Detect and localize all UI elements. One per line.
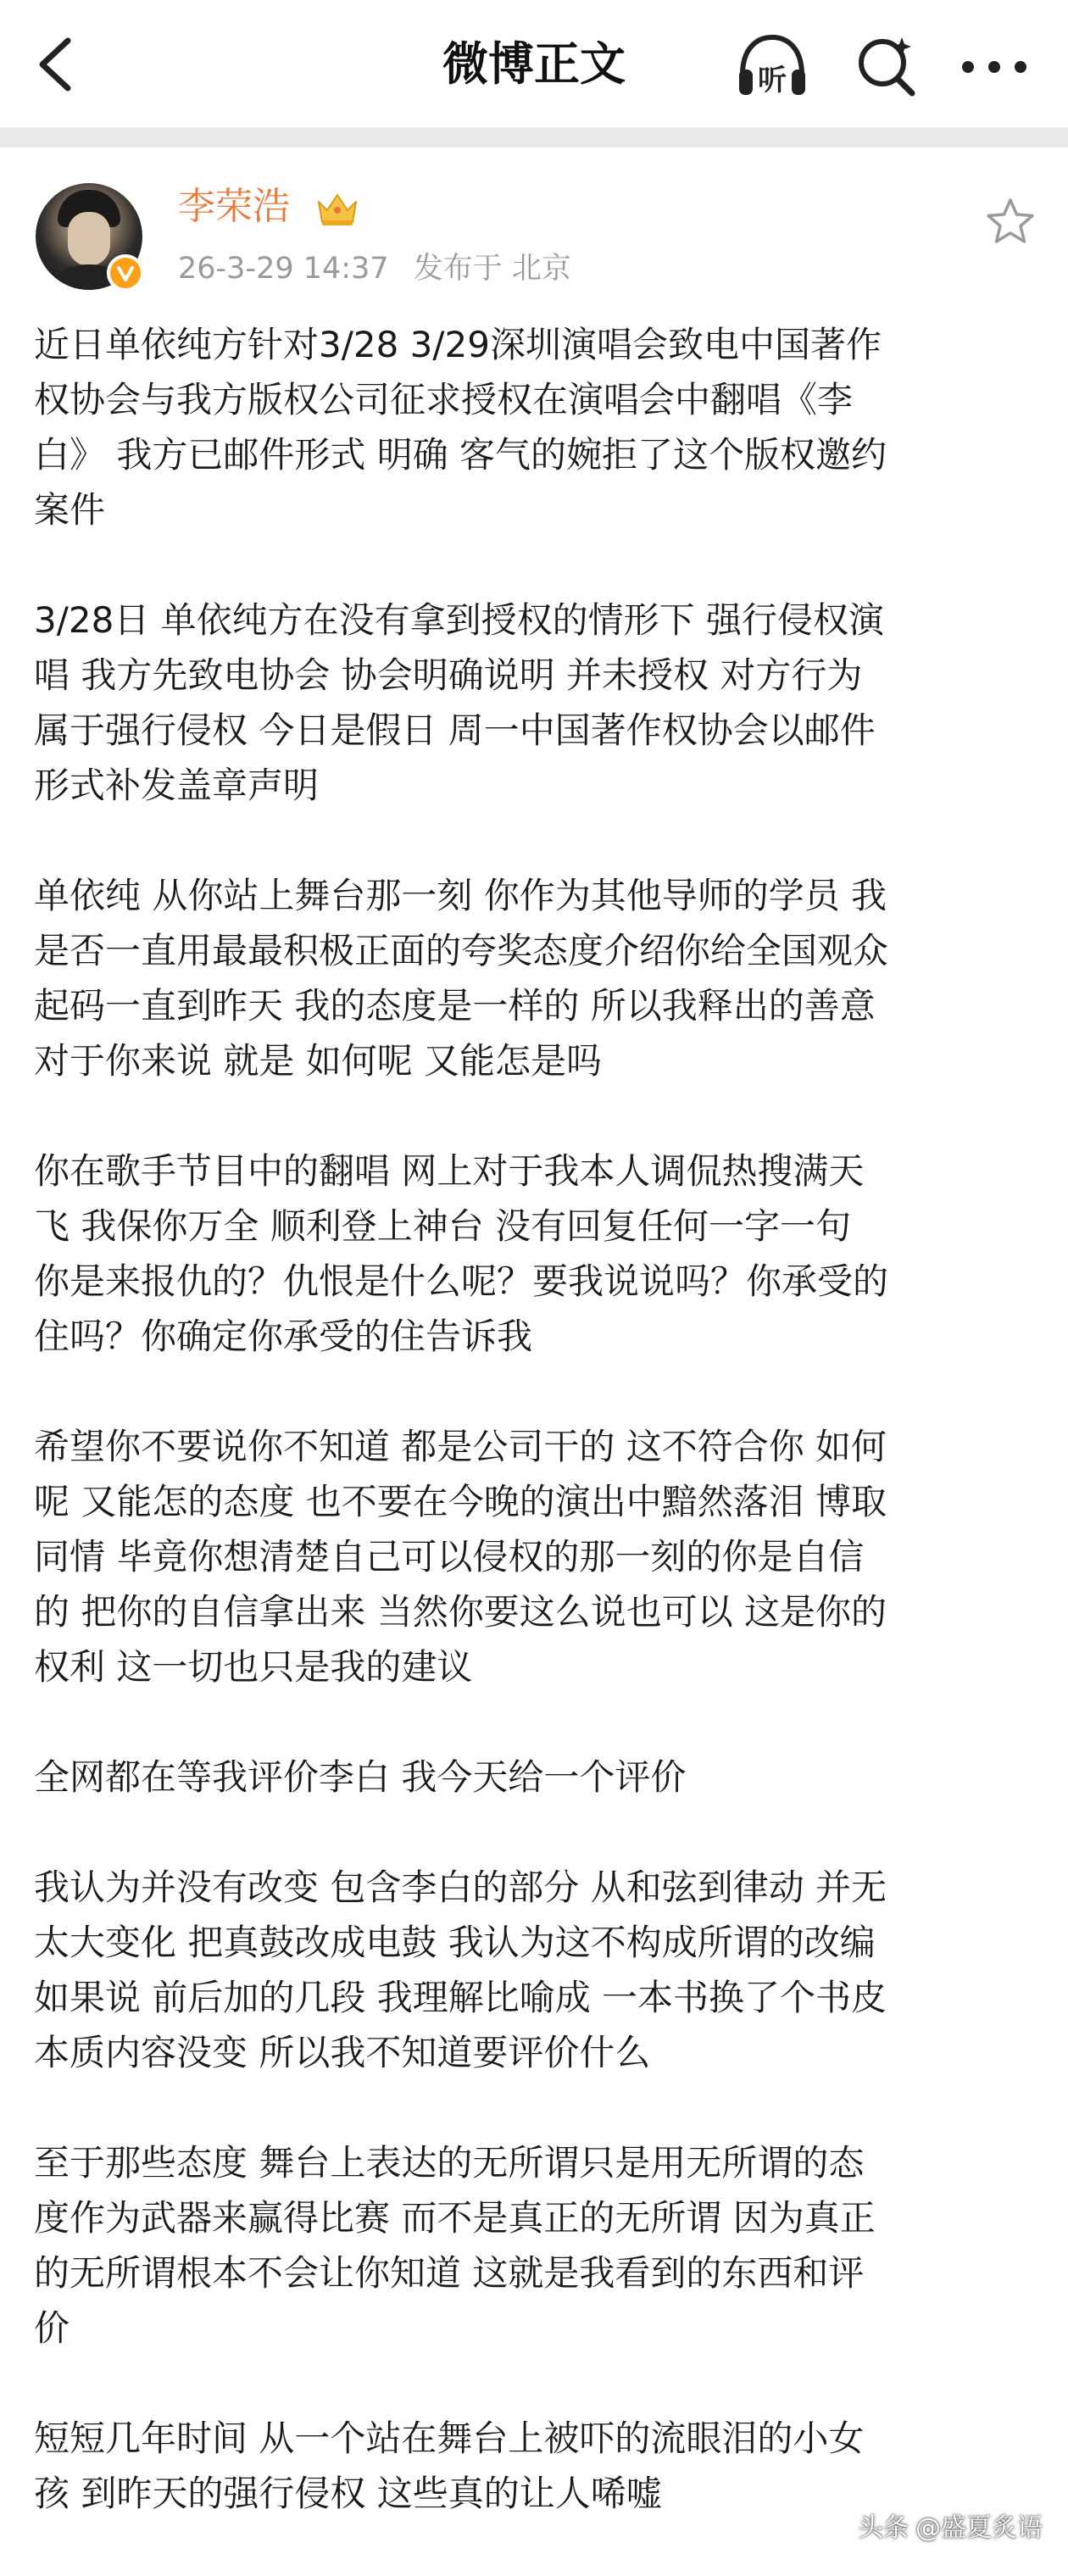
post-paragraph: 我认为并没有改变 包含李白的部分 从和弦到律动 并无 太大变化 把真鼓改成电鼓 我认为这不构成所谓的改编 如果说 前后加的几段 我理解比喻成 一本书换了个书皮 本质内容没变 所以我不知道要评价什么 (34, 1867, 887, 2073)
back-arrow-icon (31, 34, 81, 95)
watermark-handle: @盛夏炙语 (915, 2513, 1043, 2543)
page-title: 微博正文 (442, 37, 626, 91)
verified-icon (107, 254, 144, 292)
post-paragraph: 全网都在等我评价李白 我今天给一个评价 (34, 1756, 687, 1798)
post-timestamp: 26-3-29 14:37 (178, 252, 389, 286)
section-divider (0, 127, 1068, 147)
top-navbar (0, 0, 1068, 127)
post-paragraph: 至于那些态度 舞台上表达的无所谓只是用无所谓的态 度作为武器来赢得比赛 而不是真正的无所谓 因为真正 的无所谓根本不会让你知道 这就是我看到的东西和评 价 (34, 2142, 876, 2349)
post-paragraph: 短短几年时间 从一个站在舞台上被吓的流眼泪的小女 孩 到昨天的强行侵权 这些真的让人唏嘘 (34, 2417, 865, 2514)
more-options-button[interactable] (956, 42, 1032, 92)
post-paragraph: 单依纯 从你站上舞台那一刻 你作为其他导师的学员 我 是否一直用最最积极正面的夸奖态度介绍你给全国观众 起码一直到昨天 我的态度是一样的 所以我释出的善意 对于你来说 就是 如何呢 又能怎是吗 (34, 875, 889, 1082)
author-name[interactable]: 李荣浩 (178, 185, 290, 228)
search-button[interactable] (853, 32, 921, 100)
post-header (0, 147, 1068, 317)
listen-button[interactable] (734, 31, 810, 102)
svg-text:听: 听 (758, 64, 787, 97)
watermark (858, 2510, 1043, 2547)
post-paragraph: 近日单依纯方针对3/28 3/29深圳演唱会致电中国著作 权协会与我方版权公司征求授权在演唱会中翻唱《李 白》 我方已邮件形式 明确 客气的婉拒了这个版权邀约 案件 (34, 324, 887, 531)
post-location: 北京 (511, 252, 571, 286)
post-paragraph: 你在歌手节目中的翻唱 网上对于我本人调侃热搜满天 飞 我保你万全 顺利登上神台 没有回复任何一字一句 你是来报仇的？仇恨是什么呢？要我说说吗？你承受的 住吗？你确定你承受的住告诉我 (34, 1150, 889, 1357)
search-icon (853, 32, 921, 100)
star-icon (983, 195, 1037, 249)
post-meta (178, 248, 571, 290)
post-paragraph: 3/28日 单依纯方在没有拿到授权的情形下 强行侵权演 唱 我方先致电协会 协会明确说明 并未授权 对方行为 属于强行侵权 今日是假日 周一中国著作权协会以邮件 形式补发盖章声明 (34, 599, 885, 806)
headphones-listen-icon (734, 31, 810, 102)
crown-icon (314, 190, 361, 229)
post-paragraph: 希望你不要说你不知道 都是公司干的 这不符合你 如何 呢 又能怎的态度 也不要在今晚的演出中黯然落泪 博取 同情 毕竟你想清楚自己可以侵权的那一刻的你是自信 的 把你的自信拿出来 当然你要这么说也可以 这是你的 权利 这一切也只是我的建议 (34, 1426, 887, 1688)
favorite-button[interactable] (983, 195, 1037, 249)
back-button[interactable] (31, 34, 81, 95)
post-body (34, 317, 1043, 2576)
more-dots-icon (956, 42, 1032, 92)
watermark-source: 头条 (858, 2513, 909, 2543)
location-prefix: 发布于 (413, 252, 503, 286)
